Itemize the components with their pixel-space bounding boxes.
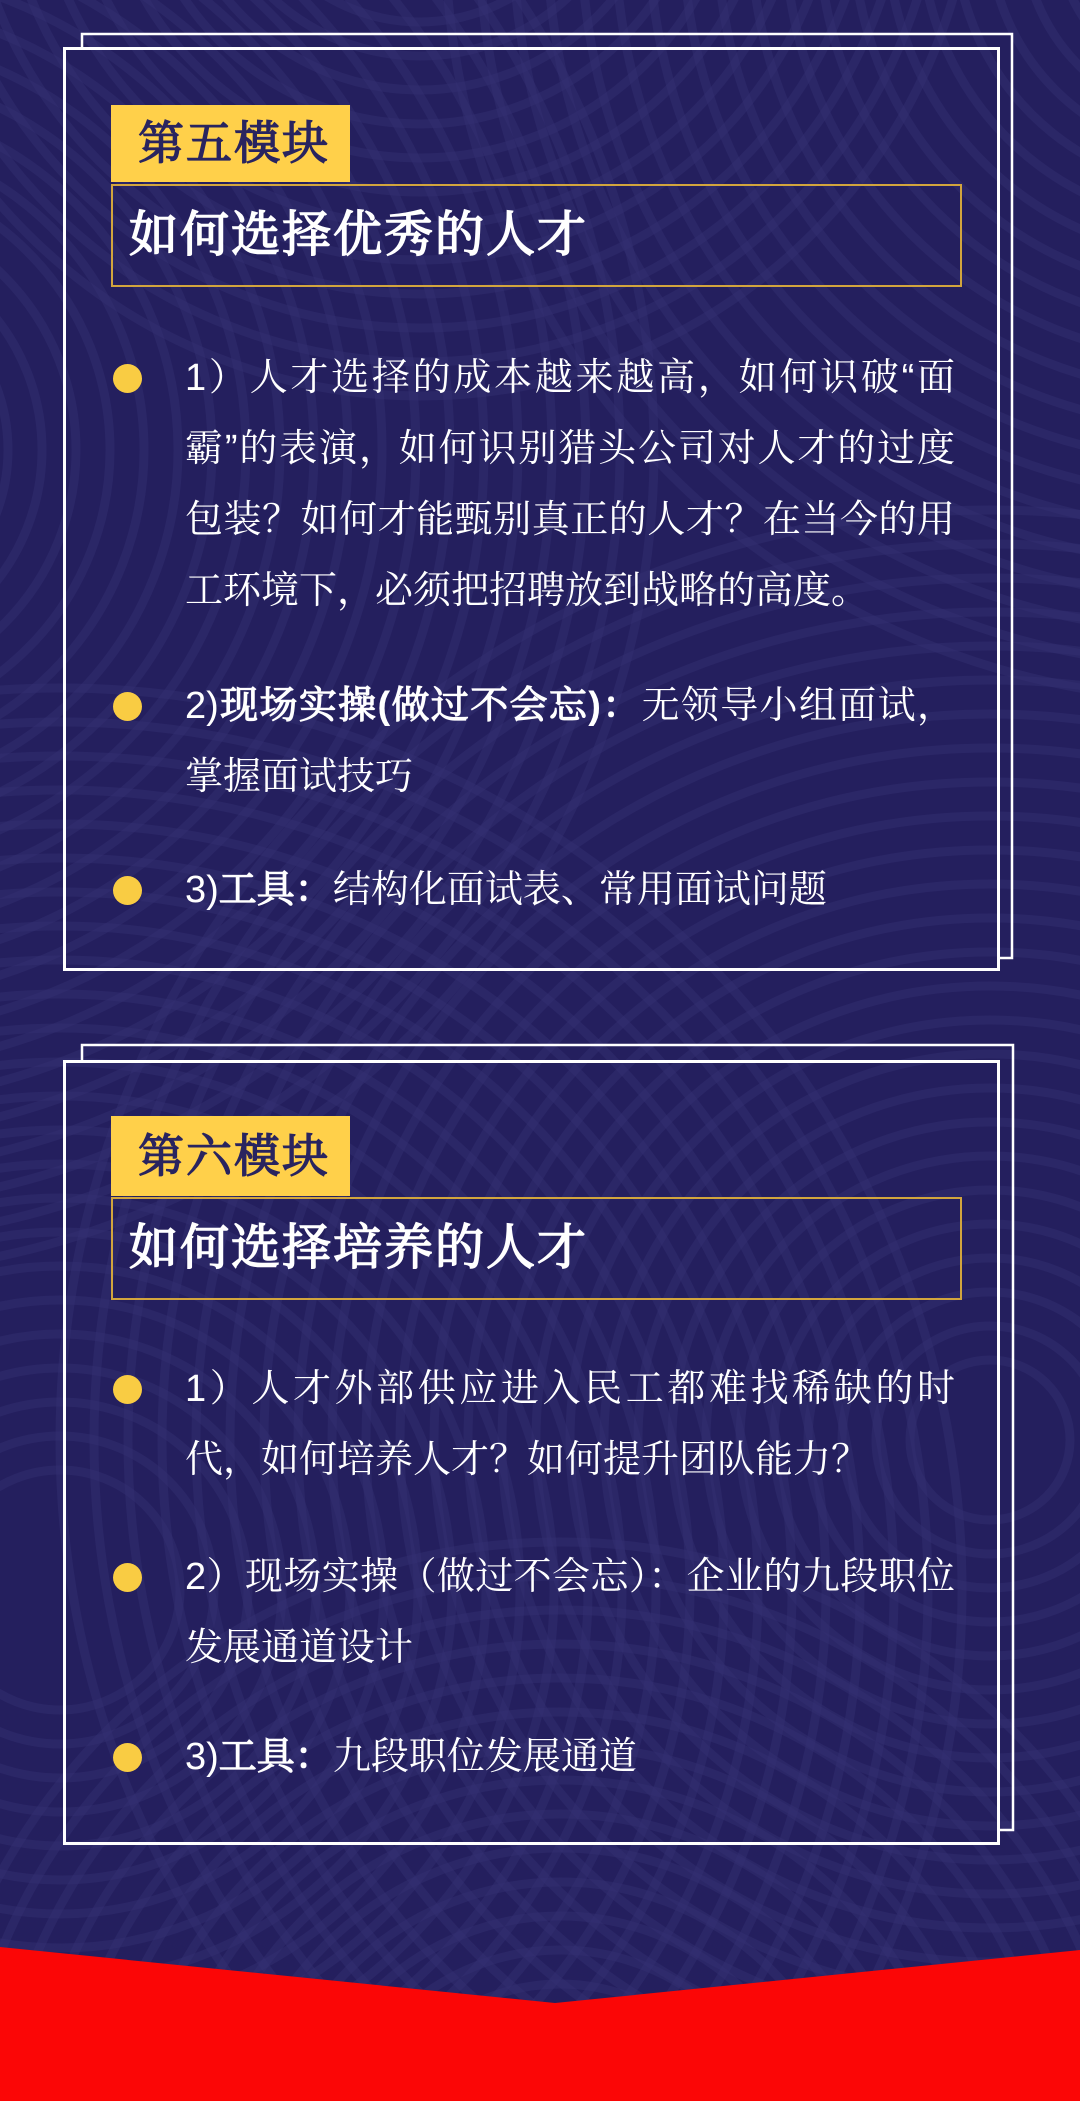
bullet-label: 工具： xyxy=(218,869,333,911)
bullet-dot-icon xyxy=(113,876,142,905)
bullet-body: 结构化面试表、常用面试问题 xyxy=(332,869,827,911)
bullet-body: 现场实操（做过不会忘）：企业的九段职位发展通道设计 xyxy=(185,1556,955,1669)
bullet-label: 工具： xyxy=(218,1736,333,1778)
module6-bullet-1 xyxy=(113,1354,955,1496)
bullet-body: 九段职位发展通道 xyxy=(332,1736,637,1778)
module5-bullet-3 xyxy=(113,855,936,926)
bullet-dot-icon xyxy=(113,1563,142,1592)
bullet-dot-icon xyxy=(113,1743,142,1772)
bullet-number: 2） xyxy=(185,1556,245,1598)
bullet-dot-icon xyxy=(113,1375,142,1404)
module6-title: 如何选择培养的人才 xyxy=(111,1197,962,1300)
bullet-number: 1） xyxy=(185,1368,252,1410)
bullet-text xyxy=(185,343,955,627)
bullet-label: 现场实操(做过不会忘)： xyxy=(218,685,642,727)
bullet-text xyxy=(185,1542,955,1684)
bullet-body: 人才选择的成本越来越高，如何识破“面霸”的表演，如何识别猎头公司对人才的过度包装？如何才能甄别真正的人才？在当今的用工环境下，必须把招聘放到战略的高度。 xyxy=(185,357,956,612)
bullet-dot-icon xyxy=(113,692,142,721)
bullet-dot-icon xyxy=(113,364,142,393)
bullet-number: 3) xyxy=(185,869,219,911)
bullet-number: 3) xyxy=(185,1736,219,1778)
module6-badge: 第六模块 xyxy=(111,1116,350,1196)
bullet-number: 1） xyxy=(185,357,250,399)
module6-bullet-2 xyxy=(113,1542,955,1684)
bullet-body: 无领导小组面试，掌握面试技巧 xyxy=(185,685,955,798)
module6-card xyxy=(63,1060,1000,1845)
bullet-text xyxy=(185,855,955,926)
module5-badge: 第五模块 xyxy=(111,105,350,182)
module5-title: 如何选择优秀的人才 xyxy=(111,184,962,287)
bullet-text xyxy=(185,1354,955,1496)
bullet-text xyxy=(185,671,955,813)
module5-card xyxy=(63,47,1000,971)
module5-bullet-2 xyxy=(113,671,955,813)
module6-bullet-3 xyxy=(113,1722,936,1793)
bullet-text xyxy=(185,1722,955,1793)
bullet-body: 人才外部供应进入民工都难找稀缺的时代，如何培养人才？如何提升团队能力？ xyxy=(185,1368,955,1481)
module5-bullet-1 xyxy=(113,343,956,627)
bullet-number: 2) xyxy=(185,685,219,727)
